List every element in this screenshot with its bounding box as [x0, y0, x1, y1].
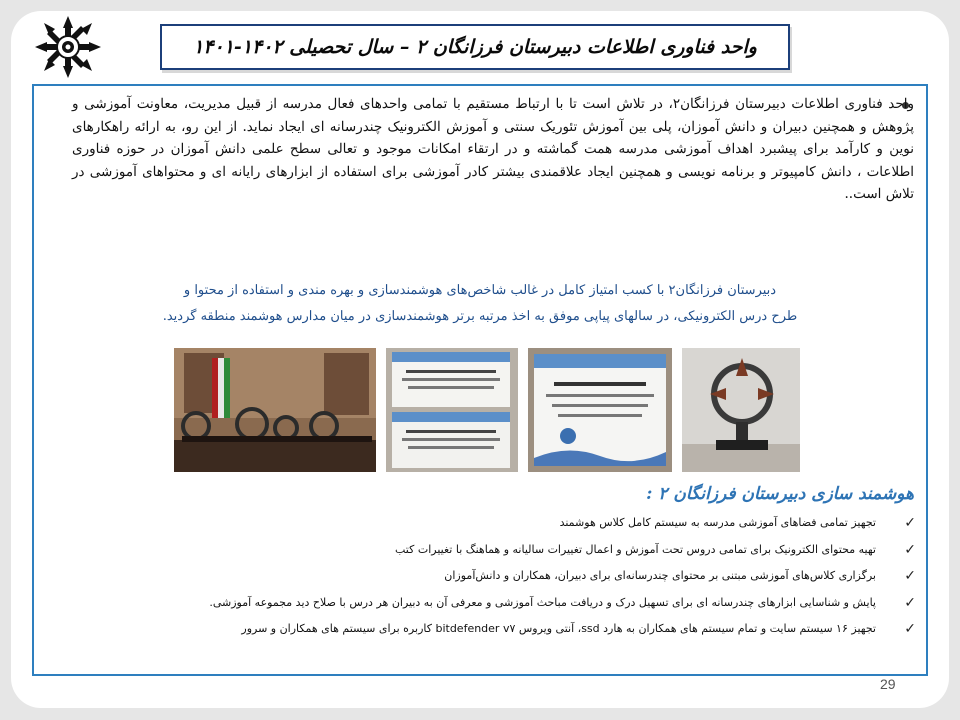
checkmark-icon: ✓: [904, 621, 916, 637]
school-logo: [33, 14, 103, 80]
certificate-photo-1: [386, 348, 518, 472]
list-item-text: تجهیز تمامی فضاهای آموزشی مدرسه به سیستم کامل کلاس هوشمند: [559, 516, 876, 529]
list-item: [70, 513, 916, 540]
checkmark-icon: ✓: [904, 594, 916, 611]
smart-section-heading: هوشمند سازی دبیرستان فرزانگان ۲ :: [646, 484, 914, 504]
achievement-line-2: طرح درس الکترونیکی، در سالهای پیاپی موفق به اخذ مرتبه برتر هوشمندسازی در میان مدارس هوشمند منطقه گردید.: [162, 309, 798, 324]
list-item: [70, 566, 916, 593]
list-item-text: تهیه محتوای الکترونیک برای تمامی دروس تحت آموزش و اعمال تغییرات سالیانه و هماهنگ با تغییرات کتب: [395, 542, 876, 556]
slide-title: واحد فناوری اطلاعات دبیرستان فرزانگان ۲ – سال تحصیلی ۱۴۰۲-۱۴۰۱: [193, 36, 757, 58]
list-item: [70, 593, 916, 620]
awards-room-photo: [174, 348, 376, 472]
checkmark-icon: ✓: [904, 541, 916, 558]
list-item: [70, 540, 916, 567]
intro-paragraph: واحد فناوری اطلاعات دبیرستان فرزانگان۲، در تلاش است تا با ارتباط مستقیم با تمامی واحدهای فعال مدرسه از قبیل مدیریت، معاونت آموزشی و پژوهش و همچنین دبیران و دانش آموزان، پلی بین آموزش تئوریک سنتی و آموزش الکترونیک چندرسانه ای ایجاد نماید. از این رو، به ارائه راهکارهای نوین و کارآمد برای پیشبرد اهداف آموزشی مدرسه همت گماشته و در ارتقاء امکانات موجود و تعالی سطح علمی دانش آموزان در حوزه فناوری اطلاعات ، دانش کامپیوتر و برنامه نویسی و همچنین ایجاد علاقمندی بیشتر کادر آموزشی برای استفاده از ابزارهای رایانه ای و محتواهای آموزشی در تلاش است..: [72, 96, 914, 203]
trophy-photo: [682, 348, 800, 472]
smart-checklist: [70, 513, 916, 646]
certificate-photo-2: [528, 348, 672, 472]
achievement-line-1: دبیرستان فرزانگان۲ با کسب امتیاز کامل در غالب شاخص‌های هوشمندسازی و بهره مندی و استفاده از محتوا و: [183, 283, 777, 298]
title-box: [160, 24, 790, 70]
achievement-text: [92, 278, 868, 330]
list-item-text: تجهیز ۱۶ سیستم سایت و تمام سیستم های همکاران به هارد ssd، آنتی ویروس bitdefender v۷ کاربره برای سیستم های همکاران و سرور: [241, 622, 876, 635]
checkmark-icon: ✓: [904, 568, 916, 584]
checkmark-icon: ✓: [904, 515, 916, 531]
list-item: [70, 619, 916, 646]
list-item-text: برگزاری کلاس‌های آموزشی مبتنی بر محتوای چندرسانه‌ای برای دبیران، همکاران و دانش‌آموزان: [444, 569, 876, 582]
page-number: 29: [880, 676, 896, 692]
list-item-text: پایش و شناسایی ابزارهای چندرسانه ای برای تسهیل درک و دریافت مباحث آموزشی و معرفی آن به دبیران هر درس با صلاح دید مجموعه آموزشی.: [209, 595, 876, 609]
